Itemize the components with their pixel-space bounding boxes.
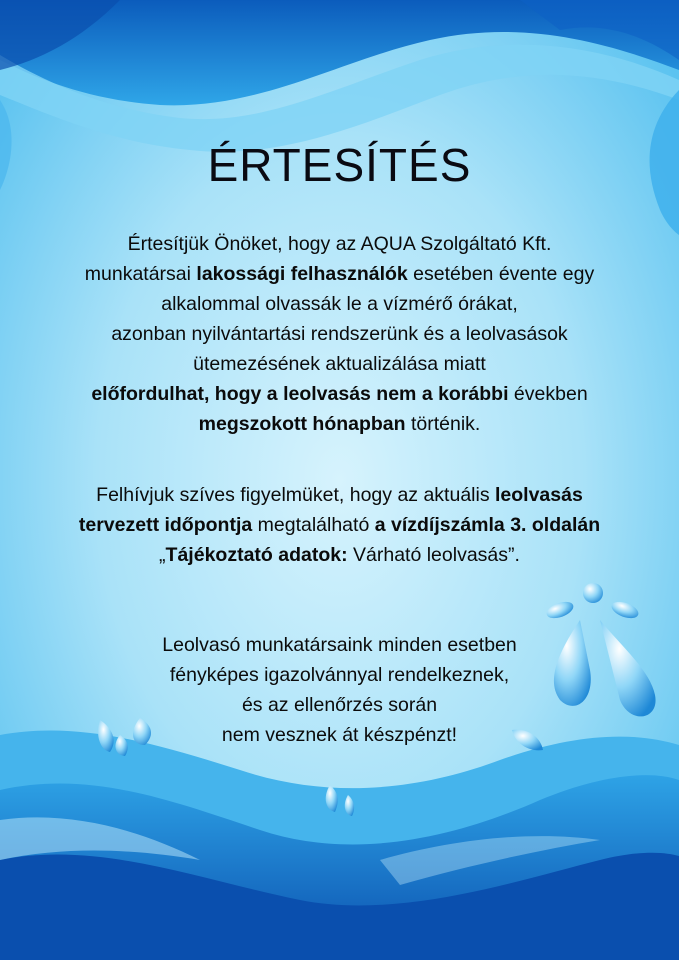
notice-title: ÉRTESÍTÉS: [207, 139, 472, 191]
paragraph-invoice-info: Felhívjuk szíves figyelmüket, hogy az aktuális leolvasás tervezett időpontja megtalálható a vízdíjszámla 3. oldalán „Tájékoztató adatok: Várható leolvasás”.: [78, 484, 601, 566]
paragraph-reading-schedule: Értesítjük Önöket, hogy az AQUA Szolgáltató Kft. munkatársai lakossági felhasználók esetében évente egy alkalommal olvassák le a vízmérő órákat, azonban nyilvántartási rendszerünk és a leolvasások ütemezésének aktualizálása miatt előfordulhat, hogy a leolvasás nem a korábbi években megszokott hónapban történik.: [84, 233, 595, 435]
paragraph-staff-id: Leolvasó munkatársaink minden esetben fényképes igazolvánnyal rendelkeznek, és az ellenőrzés során nem vesznek át készpénzt!: [162, 634, 517, 746]
